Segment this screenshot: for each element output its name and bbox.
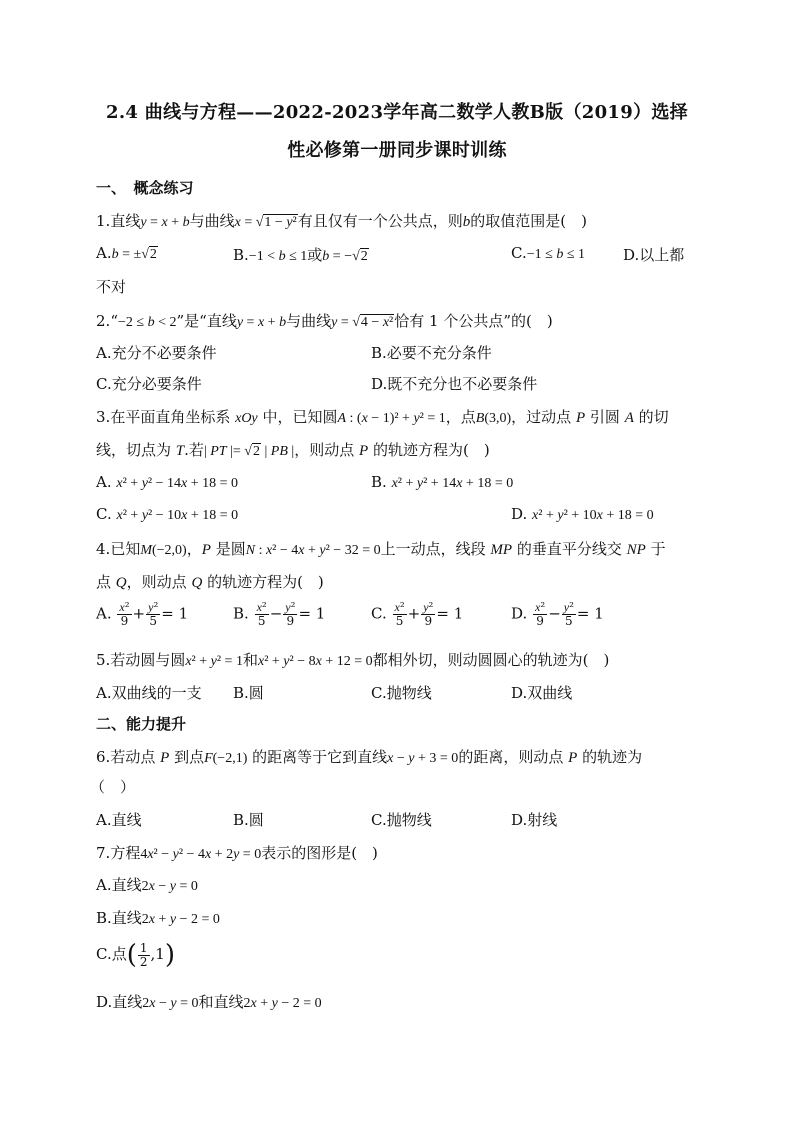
question-3: 3.在平面直角坐标系 xOy 中，已知圆A : (x − 1)² + y² = 1，点B(3,0)，过动点 P 引圆 A 的切	[96, 408, 669, 426]
q5-option-a: A.双曲线的一支	[96, 684, 202, 702]
q2-option-a: A.充分不必要条件	[96, 344, 217, 362]
title-line-1: 2.4 曲线与方程——2022-2023学年高二数学人教B版（2019）选择	[106, 102, 688, 123]
q6-option-b: B.圆	[233, 811, 264, 829]
q3-option-a: A. x² + y² − 14x + 18 = 0	[96, 473, 239, 491]
q6-option-c: C.抛物线	[371, 811, 432, 829]
question-5: 5.若动圆与圆x² + y² = 1和x² + y² − 8x + 12 = 0都相外切，则动圆圆心的轨迹为( )	[96, 651, 610, 669]
question-4: 4.已知M(−2,0)，P 是圆N : x² − 4x + y² − 32 = 0上一动点，线段 MP 的垂直平分线交 NP 于	[96, 540, 666, 558]
q4-option-a: A. $\frac{\text{x²}}{9}$ + $\frac{\text{y²}}{5}$ = 1	[96, 600, 189, 628]
q2-option-c: C.充分必要条件	[96, 375, 202, 393]
section-heading-2: 二、能力提升	[96, 715, 187, 733]
q7-option-d: D.直线2x − y = 0和直线2x + y − 2 = 0	[96, 993, 322, 1011]
q4-option-d: D. $\frac{\text{x²}}{9}$ − $\frac{\text{y²}}{5}$ = 1	[511, 600, 604, 628]
question-4-line-2: 点 Q，则动点 Q 的轨迹方程为( )	[96, 573, 324, 591]
q1-option-d: D.以上都	[623, 246, 685, 264]
q2-option-d: D.既不充分也不必要条件	[371, 375, 538, 393]
question-3-line-2: 线，切点为 T.若| PT |= √2 | PB |，则动点 P 的轨迹方程为( )	[96, 441, 490, 459]
q4-option-c: C. $\frac{\text{x²}}{5}$ + $\frac{\text{y²}}{9}$ = 1	[371, 600, 464, 628]
q5-option-b: B.圆	[233, 684, 264, 702]
question-6-answer-blank: （ ）	[90, 778, 136, 796]
q5-option-c: C.抛物线	[371, 684, 432, 702]
section-heading-1: 一、 概念练习	[96, 179, 194, 197]
question-6: 6.若动点 P 到点F(−2,1) 的距离等于它到直线x − y + 3 = 0的距离，则动点 P 的轨迹为	[96, 748, 643, 766]
question-1: 1.直线y = x + b与曲线x = √1 − y²有且仅有一个公共点，则b的取值范围是( )	[96, 212, 587, 230]
q1-option-c: C.−1 ≤ b ≤ 1	[511, 244, 585, 262]
q1-option-b: B.−1 < b ≤ 1或b = −√2	[233, 246, 368, 264]
question-2: 2.“−2 ≤ b < 2”是“直线y = x + b与曲线y = √4 − x²恰有 1 个公共点”的( )	[96, 312, 553, 330]
q3-option-d: D. x² + y² + 10x + 18 = 0	[511, 505, 654, 523]
q7-option-a: A.直线2x − y = 0	[96, 876, 198, 894]
q4-option-b: B. $\frac{\text{x²}}{5}$ − $\frac{\text{y²}}{9}$ = 1	[233, 600, 326, 628]
q1-option-d-wrap: 不对	[96, 278, 127, 296]
q5-option-d: D.双曲线	[511, 684, 573, 702]
q1-option-a: A.b = ±√2	[96, 244, 157, 262]
q3-option-b: B. x² + y² + 14x + 18 = 0	[371, 473, 514, 491]
q6-option-d: D.射线	[511, 811, 558, 829]
title-line-2: 性必修第一册同步课时训练	[287, 140, 507, 161]
q7-option-c: C.点( $\frac{1}{2}$ ,1)	[96, 940, 175, 970]
q7-option-b: B.直线2x + y − 2 = 0	[96, 909, 220, 927]
q2-option-b: B.必要不充分条件	[371, 344, 492, 362]
question-7: 7.方程4x² − y² − 4x + 2y = 0表示的图形是( )	[96, 844, 378, 862]
q3-option-c: C. x² + y² − 10x + 18 = 0	[96, 505, 239, 523]
q6-option-a: A.直线	[96, 811, 142, 829]
